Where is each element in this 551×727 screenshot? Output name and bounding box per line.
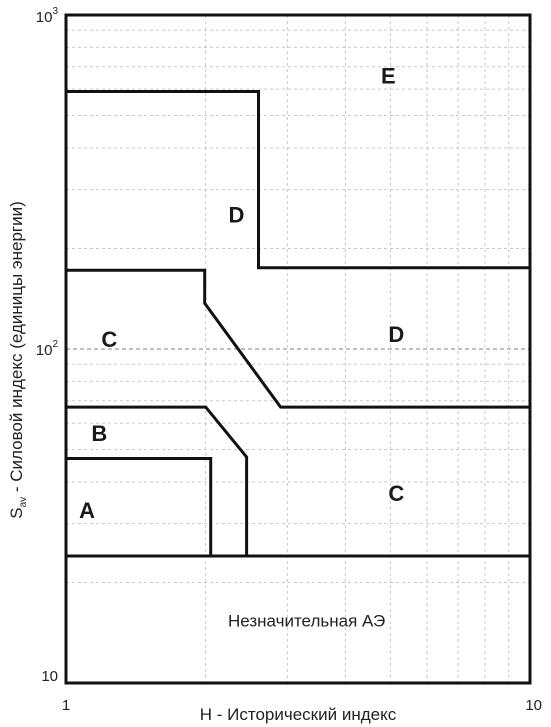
y-axis-title-subscript: av xyxy=(18,496,29,508)
region-boundaries xyxy=(66,92,530,557)
y-tick-label xyxy=(41,668,58,685)
region-label-c: C xyxy=(101,327,118,353)
region-label-d: D xyxy=(388,321,405,347)
y-tick-base: 10 xyxy=(41,668,58,685)
y-tick-label xyxy=(36,339,59,359)
y-tick-base: 10 xyxy=(35,9,53,26)
boundary-D-E-boundary xyxy=(66,92,530,268)
region-labels xyxy=(79,63,404,523)
x-tick-label: 1 xyxy=(61,697,71,714)
grid-lines xyxy=(66,15,530,683)
region-label-e: E xyxy=(380,63,396,89)
x-axis-title: H - Исторический индекс xyxy=(199,705,397,724)
insignificant-ae-label: Незначительная АЭ xyxy=(227,611,386,631)
y-tick-label xyxy=(36,6,59,26)
region-label-d: D xyxy=(228,202,245,228)
x-tick-label: 10 xyxy=(525,697,542,714)
y-axis-title xyxy=(7,201,29,519)
region-label-b: B xyxy=(91,421,108,447)
y-tick-exponent: 3 xyxy=(52,6,58,17)
region-label-a: A xyxy=(79,497,95,523)
boundary-C-D-boundary xyxy=(66,270,530,407)
region-label-c: C xyxy=(388,481,405,507)
y-tick-exponent: 2 xyxy=(52,339,58,350)
y-tick-base: 10 xyxy=(35,342,53,359)
tick-labels xyxy=(36,6,542,714)
y-axis-title-symbol: S xyxy=(7,507,26,519)
y-axis-title-text: - Силовой индекс (единицы энергии) xyxy=(7,201,26,497)
